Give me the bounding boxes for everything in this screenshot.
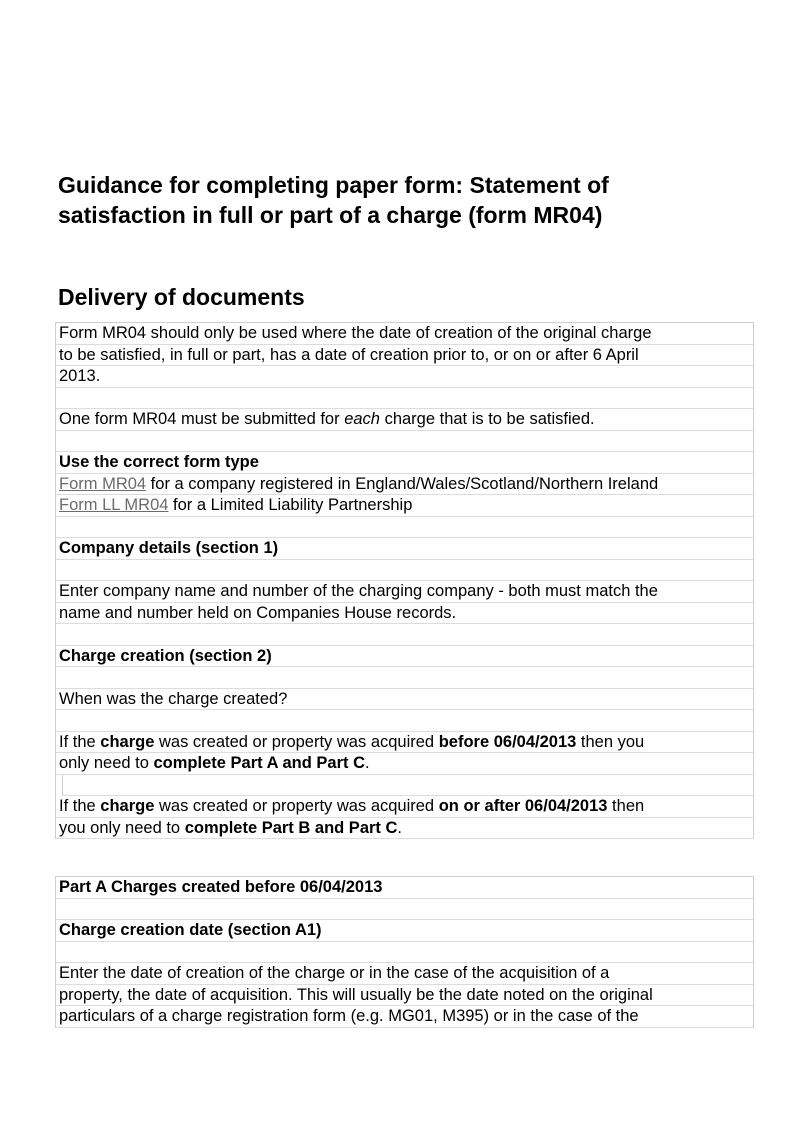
title-line-1: Guidance for completing paper form: Statement of [58, 172, 609, 198]
part-a-line-3: particulars of a charge registration form (e.g. MG01, M395) or in the case of the [56, 1006, 753, 1028]
text: then you [576, 732, 645, 751]
text: was created or property was acquired [154, 797, 439, 815]
text: you only need to [59, 818, 185, 837]
one-form-post: charge that is to be satisfied. [379, 410, 595, 428]
guidance-table [55, 322, 754, 839]
form-ll-mr04-description: for a Limited Liability Partnership [168, 496, 413, 514]
form-mr04-description: for a company registered in England/Wales/Scotland/Northern Ireland [146, 474, 659, 493]
company-details-heading: Company details (section 1) [56, 538, 753, 560]
form-mr04-link[interactable]: Form MR04 [59, 474, 147, 493]
bold-text: charge [100, 732, 155, 751]
form-type-llp [56, 495, 753, 517]
bold-text: complete Part B and Part C [184, 818, 398, 837]
company-details-line-1: Enter company name and number of the charging company - both must match the [56, 581, 753, 603]
form-ll-mr04-link[interactable]: Form LL MR04 [59, 496, 169, 514]
bold-text: complete Part A and Part C [153, 754, 365, 772]
section-heading-delivery: Delivery of documents [58, 284, 305, 310]
text: If the [59, 732, 101, 751]
charge-creation-question: When was the charge created? [56, 689, 753, 711]
empty-row [56, 667, 753, 689]
empty-row [62, 775, 753, 797]
empty-row [56, 942, 753, 964]
document-title [58, 170, 758, 230]
before-line-2 [56, 753, 753, 775]
text: . [397, 818, 403, 837]
form-type-company [56, 474, 753, 496]
text: only need to [59, 754, 154, 772]
text: If the [59, 797, 101, 815]
text: was created or property was acquired [154, 732, 439, 751]
one-form-line [56, 409, 753, 431]
intro-line-2: to be satisfied, in full or part, has a date of creation prior to, or on or after 6 April [56, 345, 753, 367]
empty-row [56, 710, 753, 732]
intro-line-1: Form MR04 should only be used where the date of creation of the original charge [56, 323, 753, 345]
text: then [607, 797, 645, 815]
after-line-2 [56, 818, 753, 840]
bold-text: before 06/04/2013 [438, 732, 577, 751]
part-a-subheading: Charge creation date (section A1) [56, 920, 753, 942]
bold-text: on or after 06/04/2013 [438, 797, 608, 815]
after-line-1 [56, 796, 753, 818]
empty-row [56, 517, 753, 539]
form-type-heading: Use the correct form type [56, 452, 753, 474]
part-a-line-1: Enter the date of creation of the charge or in the case of the acquisition of a [56, 963, 753, 985]
empty-row [56, 560, 753, 582]
before-line-1 [56, 732, 753, 754]
text: . [365, 754, 370, 772]
charge-creation-heading: Charge creation (section 2) [56, 646, 753, 668]
empty-row [56, 899, 753, 921]
bold-text: charge [100, 797, 155, 815]
company-details-line-2: name and number held on Companies House records. [56, 603, 753, 625]
one-form-pre: One form MR04 must be submitted for [59, 410, 345, 428]
part-a-table [55, 876, 754, 1028]
part-a-heading: Part A Charges created before 06/04/2013 [56, 877, 753, 899]
empty-row [56, 624, 753, 646]
title-line-2: satisfaction in full or part of a charge (form MR04) [58, 202, 603, 228]
part-a-line-2: property, the date of acquisition. This will usually be the date noted on the original [56, 985, 753, 1007]
empty-row [56, 431, 753, 453]
intro-line-3: 2013. [56, 366, 753, 388]
empty-row [56, 388, 753, 410]
one-form-emphasis: each [344, 410, 380, 428]
